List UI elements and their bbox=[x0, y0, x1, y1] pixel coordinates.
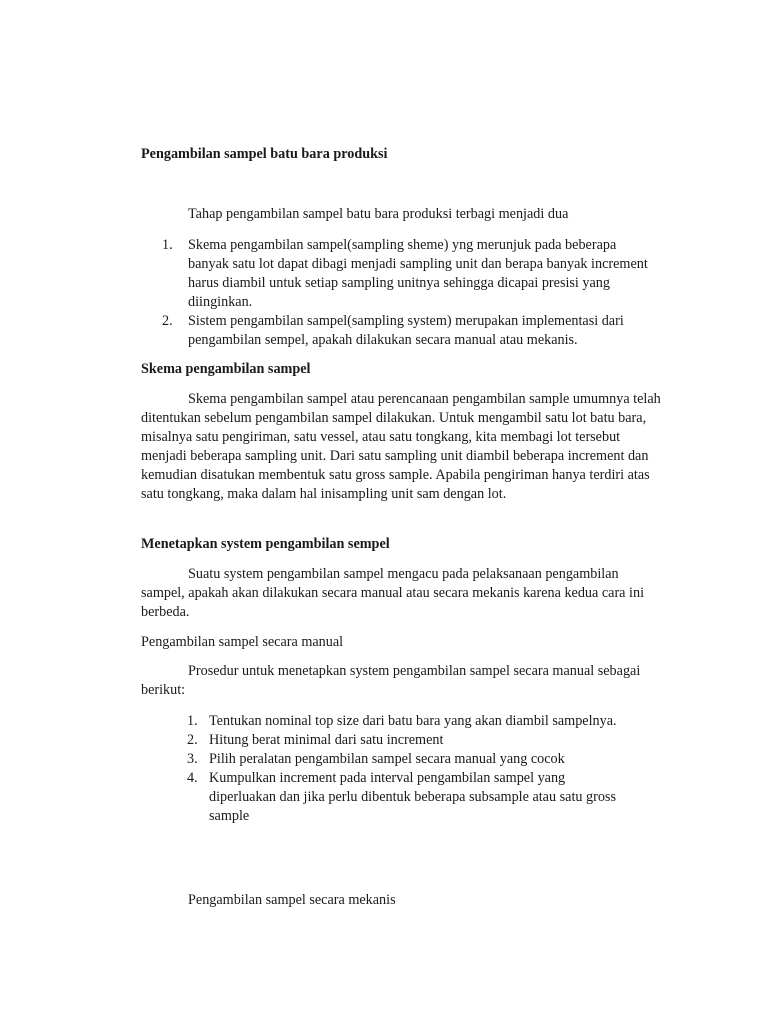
list-number: 2. bbox=[162, 313, 173, 329]
sampling-list bbox=[141, 236, 653, 350]
list-item bbox=[141, 769, 629, 826]
list-number: 1. bbox=[162, 237, 173, 253]
list-item bbox=[141, 750, 661, 769]
subheading: Pengambilan sampel secara manual bbox=[141, 634, 344, 650]
list-text: Hitung berat minimal dari satu increment bbox=[209, 732, 444, 748]
body-paragraph: Suatu system pengambilan sampel mengacu pada pelaksanaan pengambilan sampel, apakah akan dilakukan secara manual atau secara mekanis karena kedua cara ini berbeda. bbox=[141, 566, 645, 620]
list-item bbox=[141, 731, 661, 750]
list-text: Pilih peralatan pengambilan sampel secara manual yang cocok bbox=[209, 751, 565, 767]
section-heading: Skema pengambilan sampel bbox=[141, 361, 311, 377]
body-paragraph: Prosedur untuk menetapkan system pengambilan sampel secara manual sebagai berikut: bbox=[141, 663, 641, 698]
list-text: Tentukan nominal top size dari batu bara yang akan diambil sampelnya. bbox=[209, 713, 617, 729]
list-number: 1. bbox=[187, 713, 198, 729]
list-text: Sistem pengambilan sampel(sampling system) merupakan implementasi dari pengambilan sempel, apakah dilakukan secara manual atau mekanis. bbox=[188, 313, 624, 348]
section-heading: Menetapkan system pengambilan sempel bbox=[141, 536, 390, 552]
subheading: Pengambilan sampel secara mekanis bbox=[188, 892, 396, 908]
document-title: Pengambilan sampel batu bara produksi bbox=[141, 146, 388, 162]
list-text: Kumpulkan increment pada interval pengambilan sampel yang diperluakan dan jika perlu dibentuk beberapa subsample atau satu gross sample bbox=[209, 770, 616, 824]
list-number: 2. bbox=[187, 732, 198, 748]
list-text: Skema pengambilan sampel(sampling sheme) yng merunjuk pada beberapa banyak satu lot dapat dibagi menjadi sampling unit dan berapa banyak increment harus diambil untuk setiap sampling unitnya sehingga dicapai presisi yang diinginkan. bbox=[188, 237, 648, 310]
procedure-list bbox=[141, 712, 661, 826]
list-item bbox=[141, 712, 661, 731]
intro-paragraph: Tahap pengambilan sampel batu bara produksi terbagi menjadi dua bbox=[188, 206, 569, 222]
list-number: 4. bbox=[187, 770, 198, 786]
list-item bbox=[141, 312, 653, 350]
list-number: 3. bbox=[187, 751, 198, 767]
body-paragraph: Skema pengambilan sampel atau perencanaan pengambilan sample umumnya telah ditentukan sebelum pengambilan sampel dilakukan. Untuk mengambil satu lot batu bara, misalnya satu pengiriman, satu vessel, atau satu tongkang, kita membagi lot tersebut menjadi beberapa sampling unit. Dari satu sampling unit diambil beberapa increment dan kemudian disatukan membentuk satu gross sample. Apabila pengiriman hanya terdiri atas satu tongkang, maka dalam hal inisampling unit sam dengan lot. bbox=[141, 391, 661, 502]
list-item bbox=[141, 236, 653, 312]
